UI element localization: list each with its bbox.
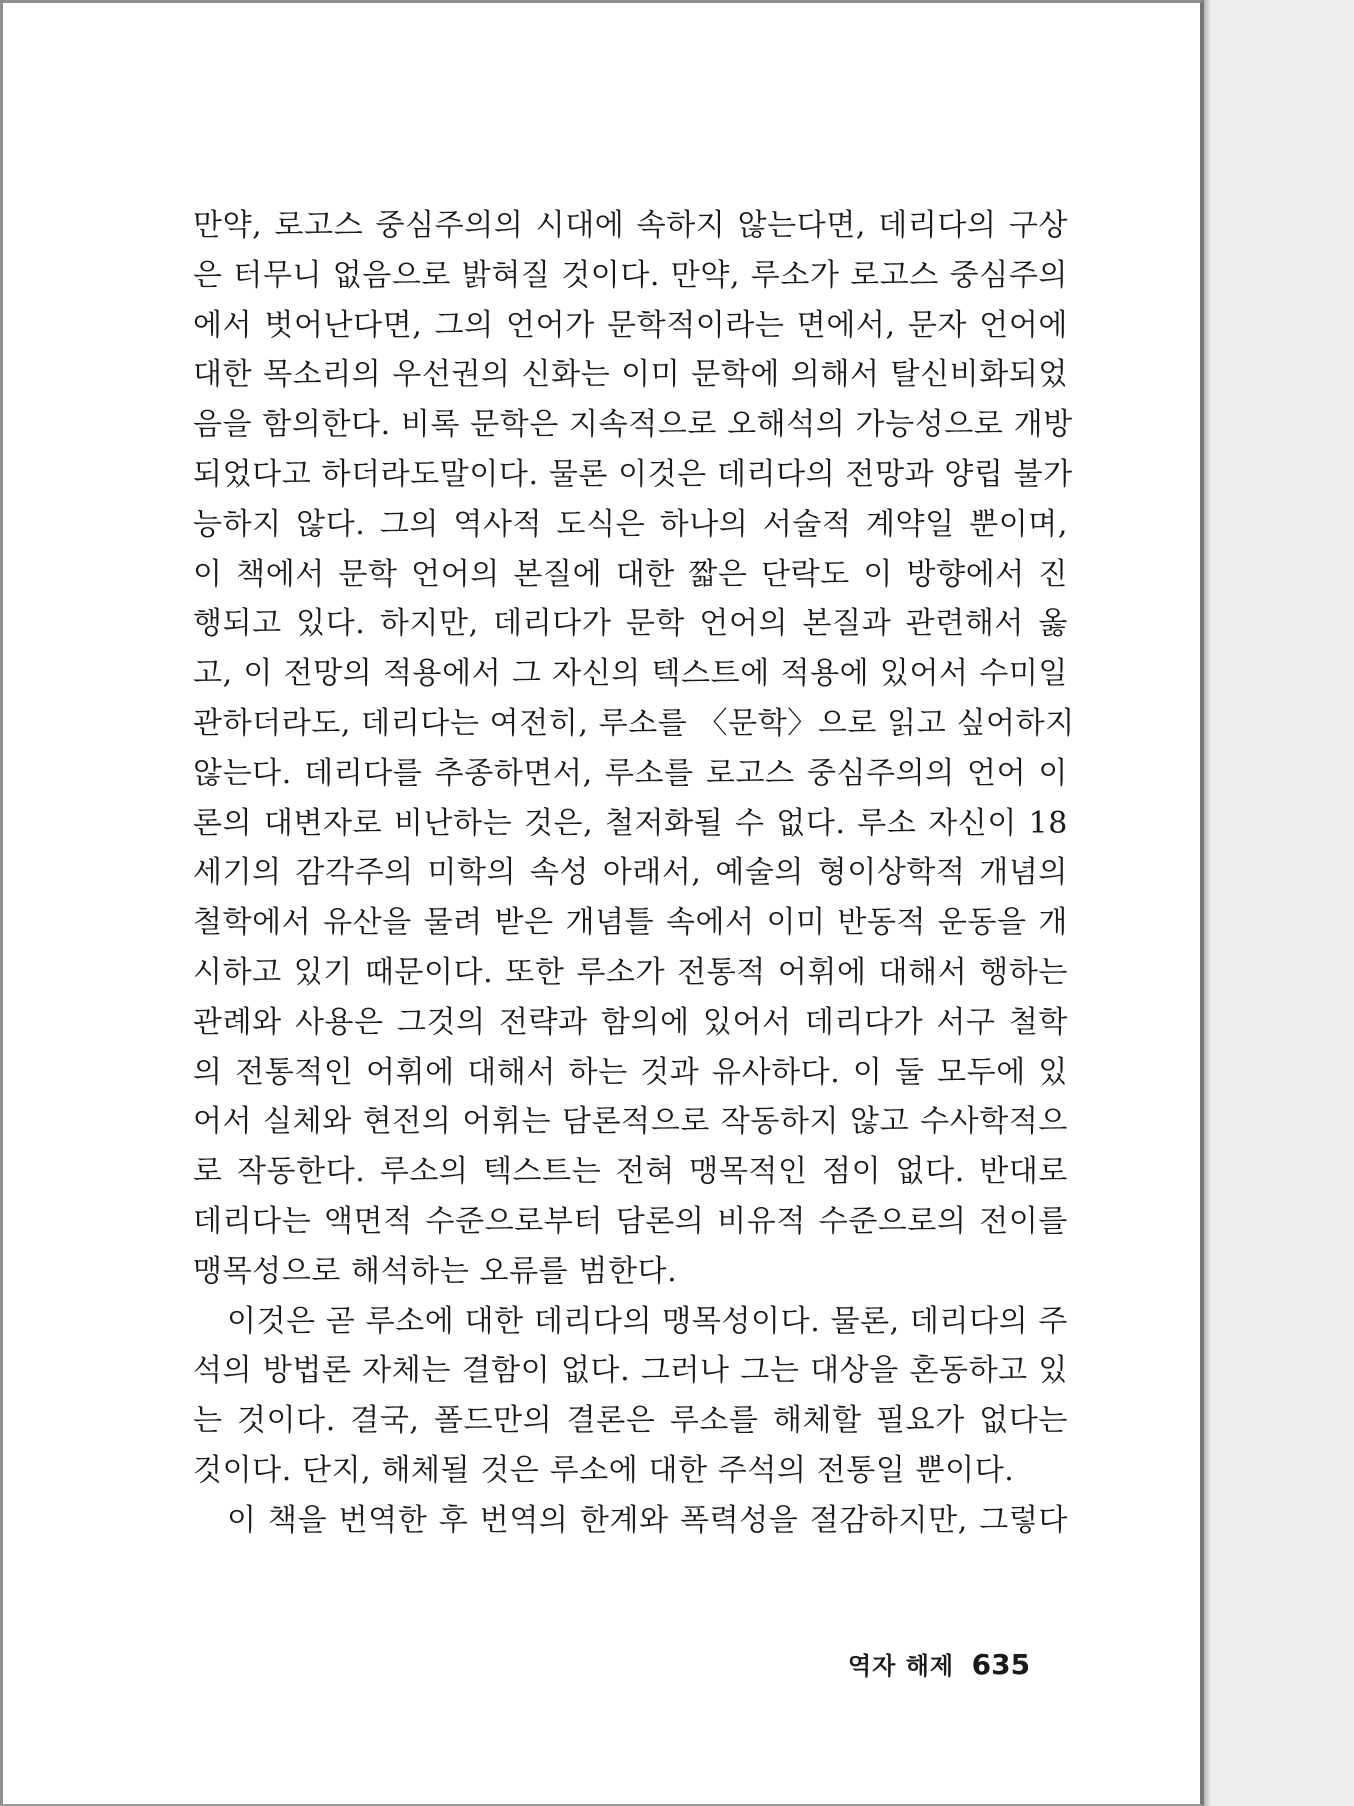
paragraph-end-line: 맹목성으로 해석하는 오류를 범한다. xyxy=(193,1253,678,1289)
text-line: 고, 이 전망의 적용에서 그 자신의 텍스트에 적용에 있어서 수미일 xyxy=(193,656,1068,692)
text-line: 않는다. 데리다를 추종하면서, 루소를 로고스 중심주의의 언어 이 xyxy=(193,755,1068,791)
text-line: 은 터무니 없음으로 밝혀질 것이다. 만약, 루소가 로고스 중심주의 xyxy=(193,257,1068,293)
text-line: 관하더라도, 데리다는 여전히, 루소를 〈문학〉으로 읽고 싶어하지 xyxy=(193,705,1075,741)
text-line: 이 책에서 문학 언어의 본질에 대한 짧은 단락도 이 방향에서 진 xyxy=(193,556,1068,592)
page-edge-shadow xyxy=(1204,0,1210,1806)
body-text xyxy=(193,201,1075,1546)
paragraph-start-line: 이것은 곧 루소에 대한 데리다의 맹목성이다. 물론, 데리다의 주 xyxy=(227,1303,1068,1339)
text-line: 철학에서 유산을 물려 받은 개념틀 속에서 이미 반동적 운동을 개 xyxy=(193,905,1068,941)
text-line: 능하지 않다. 그의 역사적 도식은 하나의 서술적 계약일 뿐이며, xyxy=(193,506,1068,542)
text-line: 로 작동한다. 루소의 텍스트는 전혀 맹목적인 점이 없다. 반대로 xyxy=(193,1154,1068,1190)
section-title: 역자 해제 xyxy=(848,1652,955,1680)
page-number: 635 xyxy=(971,1648,1031,1681)
text-line: 되었다고 하더라도말이다. 물론 이것은 데리다의 전망과 양립 불가 xyxy=(193,456,1073,492)
text-line: 대한 목소리의 우선권의 신화는 이미 문학에 의해서 탈신비화되었 xyxy=(193,357,1068,393)
page-footer xyxy=(848,1646,1030,1681)
text-line: 의 전통적인 어휘에 대해서 하는 것과 유사하다. 이 둘 모두에 있 xyxy=(193,1054,1068,1090)
text-line: 론의 대변자로 비난하는 것은, 철저화될 수 없다. 루소 자신이 18 xyxy=(193,805,1068,841)
text-line: 어서 실체와 현전의 어휘는 담론적으로 작동하지 않고 수사학적으 xyxy=(193,1104,1068,1140)
paragraph-start-line: 이 책을 번역한 후 번역의 한계와 폭력성을 절감하지만, 그렇다 xyxy=(227,1502,1068,1538)
text-line: 에서 벗어난다면, 그의 언어가 문학적이라는 면에서, 문자 언어에 xyxy=(193,307,1068,343)
text-line: 는 것이다. 결국, 폴드만의 결론은 루소를 해체할 필요가 없다는 xyxy=(193,1403,1068,1439)
text-line: 관례와 사용은 그것의 전략과 함의에 있어서 데리다가 서구 철학 xyxy=(193,1004,1068,1040)
text-line: 시하고 있기 때문이다. 또한 루소가 전통적 어휘에 대해서 행하는 xyxy=(193,954,1068,990)
text-line: 만약, 로고스 중심주의의 시대에 속하지 않는다면, 데리다의 구상 xyxy=(193,208,1068,243)
text-line: 행되고 있다. 하지만, 데리다가 문학 언어의 본질과 관련해서 옳 xyxy=(193,606,1068,642)
text-line: 데리다는 액면적 수준으로부터 담론의 비유적 수준으로의 전이를 xyxy=(193,1203,1068,1239)
text-line: 석의 방법론 자체는 결함이 없다. 그러나 그는 대상을 혼동하고 있 xyxy=(193,1353,1068,1389)
text-line: 음을 함의한다. 비록 문학은 지속적으로 오해석의 가능성으로 개방 xyxy=(193,407,1073,443)
paragraph-end-line: 것이다. 단지, 해체될 것은 루소에 대한 주석의 전통일 뿐이다. xyxy=(193,1452,1015,1488)
text-line: 세기의 감각주의 미학의 속성 아래서, 예술의 형이상학적 개념의 xyxy=(193,855,1068,891)
